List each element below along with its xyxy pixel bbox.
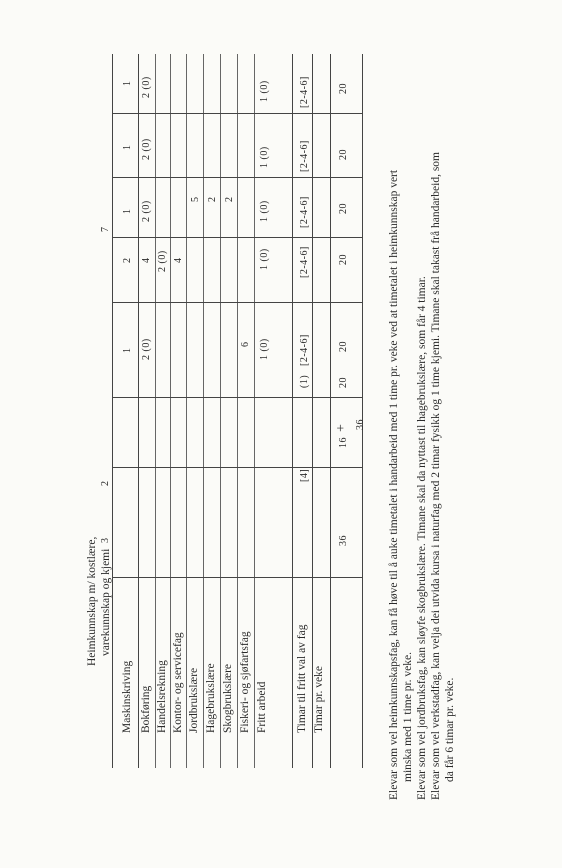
cell-c6-timar-fritt-val: [2-4-6] bbox=[299, 196, 310, 228]
cell-c7-fritt-arbeid: 1 (0) bbox=[259, 146, 270, 168]
col-divider-5 bbox=[112, 237, 362, 238]
row-label-heimkunnskap-2: varekunnskap og kjemi bbox=[100, 548, 112, 656]
cell-c5-fritt-arbeid: 1 (0) bbox=[259, 248, 270, 270]
cell-c3-timar-fritt-val: (1) bbox=[299, 374, 310, 388]
cell-c2-below-total: 36 bbox=[355, 419, 366, 430]
cell-c4-bokforing: 2 (0) bbox=[141, 338, 152, 360]
cell-c4-fiskeri: 6 bbox=[240, 341, 251, 347]
cell-c2-timar-pr-veke: 16 bbox=[338, 437, 349, 448]
row-label-bokforing: Bokføring bbox=[140, 685, 152, 733]
col-divider-1 bbox=[112, 577, 362, 578]
cell-c8-maskinskriving: 1 bbox=[122, 80, 133, 86]
footnote-1-cont: minska med 1 time pr. veke. bbox=[402, 652, 414, 782]
row-label-fiskeri: Fiskeri- og sjøfartsfag bbox=[239, 631, 251, 733]
table-label-rule-6 bbox=[203, 54, 204, 768]
table-label-rule-4 bbox=[170, 54, 171, 768]
cell-c4-maskinskriving: 1 bbox=[122, 347, 133, 353]
cell-c6-bokforing: 2 (0) bbox=[141, 200, 152, 222]
cell-c8-fritt-arbeid: 1 (0) bbox=[259, 80, 270, 102]
row-label-jordbrukslaere: Jordbrukslære bbox=[188, 667, 200, 733]
cell-c6-maskinskriving: 1 bbox=[122, 208, 133, 214]
cell-c7-maskinskriving: 1 bbox=[122, 144, 133, 150]
row-label-fritt-arbeid: Fritt arbeid bbox=[256, 681, 268, 733]
table-top-rule bbox=[112, 54, 113, 768]
col-divider-6 bbox=[112, 177, 362, 178]
cell-c6-timar-pr-veke: 20 bbox=[338, 203, 349, 214]
cell-c1-timar-pr-veke: 36 bbox=[338, 535, 349, 546]
table-bottom-rule bbox=[362, 54, 363, 768]
cell-c5-timar-fritt-val: [2-4-6] bbox=[299, 246, 310, 278]
row-label-skogbrukslaere: Skogbrukslære bbox=[222, 664, 234, 733]
footnote-2: Elevar som vel jordbruksfag, kan sløyfe skogbrukslære. Timane skal da nyttast til hagebrukslære, som får 4 timar. bbox=[416, 276, 428, 800]
table-label-rule-7 bbox=[220, 54, 221, 768]
cell-c8-bokforing: 2 (0) bbox=[141, 76, 152, 98]
cell-c2-heimkunnskap: 2 bbox=[100, 480, 111, 486]
table-label-rule-5 bbox=[186, 54, 187, 768]
row-label-timar-pr-veke: Timar pr. veke bbox=[313, 666, 325, 733]
row-label-kontor: Kontor- og servicefag bbox=[172, 632, 184, 733]
cell-c4-timar-fritt-val: [2-4-6] bbox=[299, 334, 310, 366]
cell-c2-timar-fritt-val: [4] bbox=[299, 468, 310, 482]
cell-c5-handelsrekning: 2 (0) bbox=[157, 250, 168, 272]
cell-c5-maskinskriving: 2 bbox=[122, 257, 133, 263]
table-label-rule-8 bbox=[237, 54, 238, 768]
cell-c2-timar-pr-veke-cross: + bbox=[334, 423, 349, 432]
cell-c7-timar-fritt-val: [2-4-6] bbox=[299, 140, 310, 172]
cell-c6-fritt-arbeid: 1 (0) bbox=[259, 200, 270, 222]
cell-c4-timar-pr-veke: 20 bbox=[338, 341, 349, 352]
table-label-rule-9 bbox=[254, 54, 255, 768]
cell-c7-skogbrukslaere: 2 bbox=[224, 196, 235, 202]
footnote-3: Elevar som vel verkstadfag, kan velja dei utvida kursa i naturfag med 2 timar fysikk og 1 time kjemi. Timane skal takast frå handarbeid, som bbox=[430, 152, 442, 800]
cell-c1-heimkunnskap: 3 bbox=[100, 537, 111, 543]
cell-c7-hagebrukslaere: 2 bbox=[207, 196, 218, 202]
cell-c4-fritt-arbeid: 1 (0) bbox=[259, 338, 270, 360]
cell-c5-bokforing: 4 bbox=[141, 257, 152, 263]
cell-c3-timar-pr-veke: 20 bbox=[338, 377, 349, 388]
row-label-heimkunnskap: Heimkunnskap m/ kostlære, bbox=[86, 536, 98, 666]
table-label-rule-12 bbox=[330, 54, 331, 768]
row-label-maskinskriving: Maskinskriving bbox=[121, 660, 133, 733]
col-divider-2 bbox=[112, 467, 362, 468]
row-label-hagebrukslaere: Hagebrukslære bbox=[205, 663, 217, 733]
table-header-rule bbox=[138, 54, 139, 768]
row-label-timar-fritt-val: Timar til fritt val av fag bbox=[296, 624, 308, 733]
footnote-1: Elevar som vel heimkunnskapsfag, kan få høve til å auke timetalet i handarbeid med 1 time pr. veke ved at timetalet i heimkunnskap vert bbox=[388, 169, 400, 800]
cell-c7-bokforing: 2 (0) bbox=[141, 138, 152, 160]
cell-c6-header: 7 bbox=[100, 226, 111, 232]
col-divider-7 bbox=[112, 113, 362, 114]
cell-c8-timar-fritt-val: [2-4-6] bbox=[299, 76, 310, 108]
table-label-rule-10 bbox=[292, 54, 293, 768]
footnote-3-cont: da får 6 timar pr. veke. bbox=[444, 677, 456, 782]
cell-c8-timar-pr-veke: 20 bbox=[338, 83, 349, 94]
cell-c5-timar-pr-veke: 20 bbox=[338, 254, 349, 265]
table-label-rule-11 bbox=[312, 54, 313, 768]
cell-c7-jordbrukslaere: 5 bbox=[190, 196, 201, 202]
cell-c7-timar-pr-veke: 20 bbox=[338, 149, 349, 160]
col-divider-4 bbox=[112, 302, 362, 303]
col-divider-3 bbox=[112, 397, 362, 398]
cell-c5-kontor: 4 bbox=[173, 257, 184, 263]
row-label-handelsrekning: Handelsrekning bbox=[156, 660, 168, 733]
